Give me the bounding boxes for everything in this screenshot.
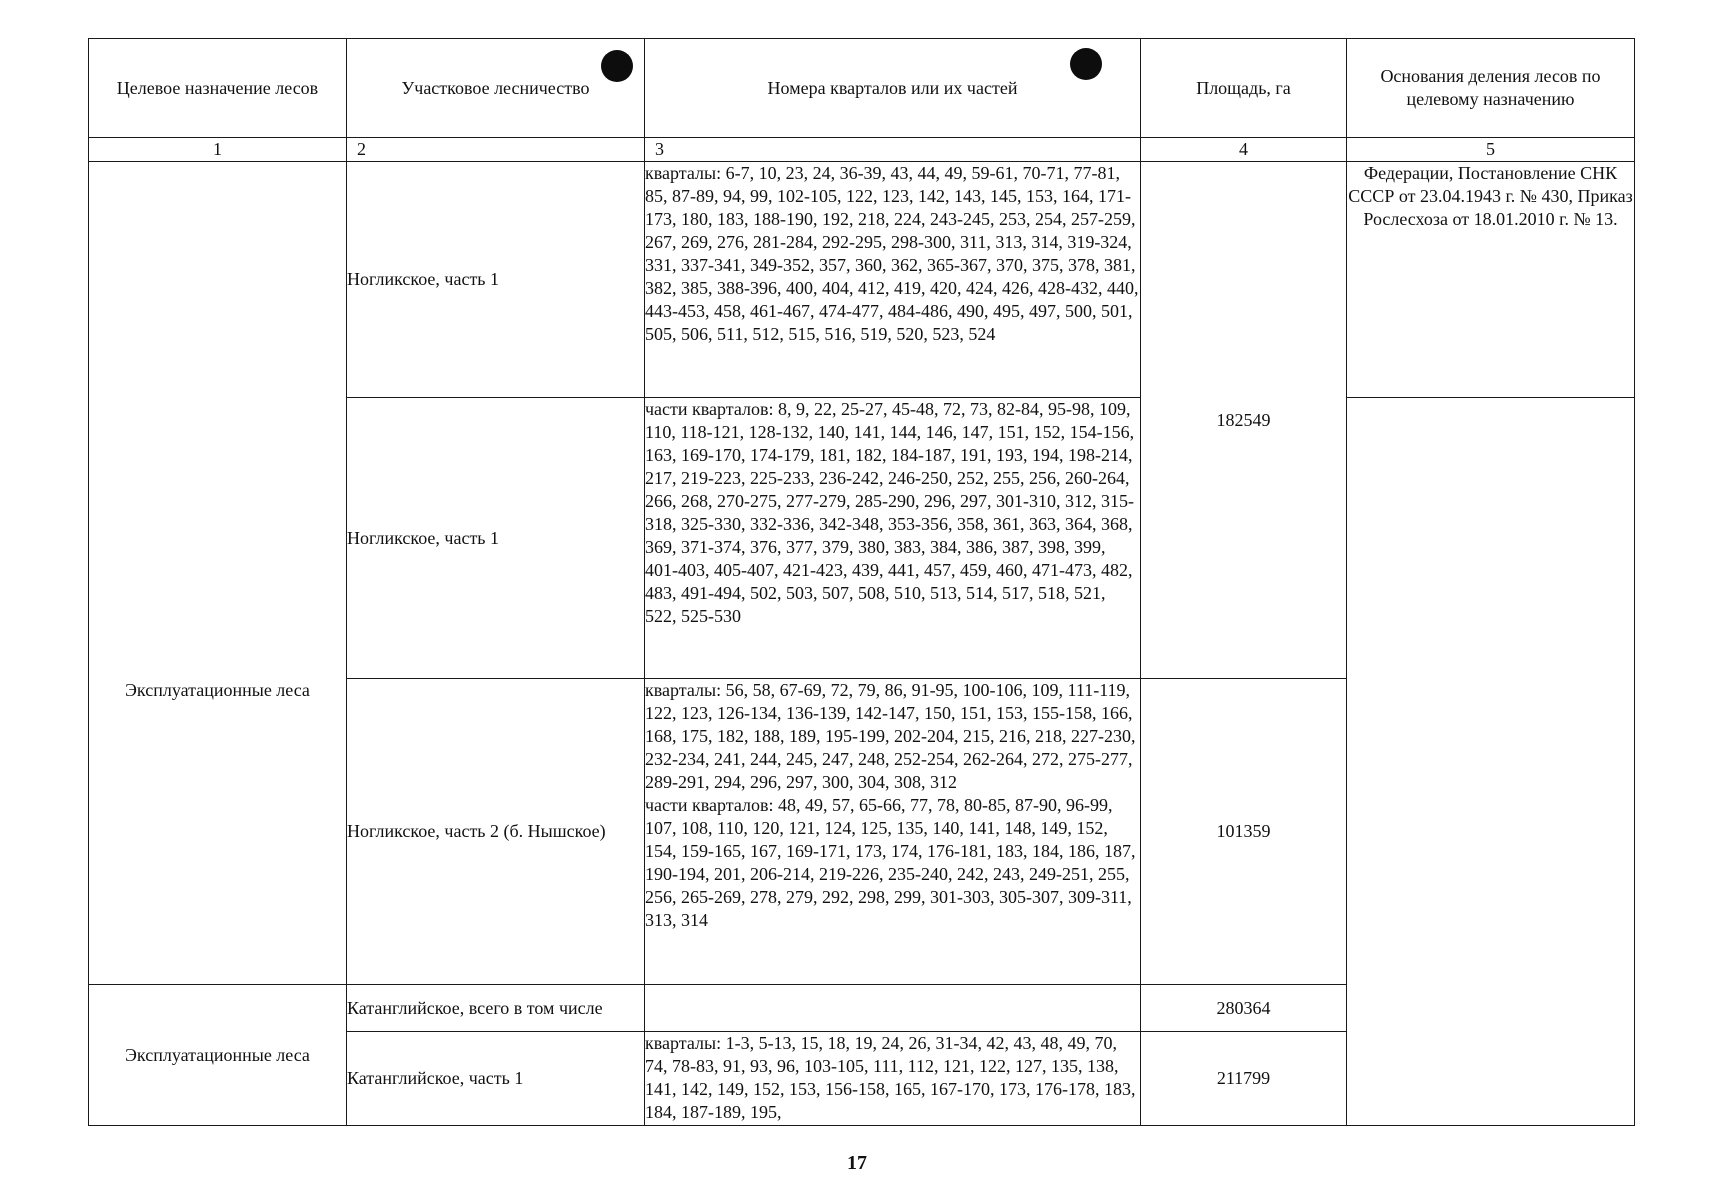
column-number: 2 xyxy=(347,138,645,162)
area-cell: 211799 xyxy=(1141,1032,1347,1126)
forest-purpose-cell: Эксплуатационные леса xyxy=(89,398,347,985)
header-forest-purpose: Целевое назначение лесов xyxy=(89,39,347,138)
district-cell: Ногликское, часть 2 (б. Нышское) xyxy=(347,679,645,985)
page-number: 17 xyxy=(847,1152,867,1174)
quarters-cell: кварталы: 6-7, 10, 23, 24, 36-39, 43, 44, 49, 59-61, 70-71, 77-81, 85, 87-89, 94, 99, 102-105, 122, 123, 142, 143, 145, 153, 164, 171-173, 180, 183, 188-190, 192, 218, 224, 243-245, 253, 254, 257-259, 267, 269, 276, 281-284, 292-295, 298-300, 311, 313, 314, 319-324, 331, 337-341, 349-352, 357, 360, 362, 365-367, 370, 375, 378, 381, 382, 385, 388-396, 400, 404, 412, 419, 420, 424, 426, 428-432, 440, 443-453, 458, 461-467, 474-477, 484-486, 490, 495, 497, 500, 501, 505, 506, 511, 512, 515, 516, 519, 520, 523, 524 xyxy=(645,162,1141,398)
table-row xyxy=(89,398,1635,679)
table-row xyxy=(89,162,1635,398)
header-quarters: Номера кварталов или их частей xyxy=(645,39,1141,138)
area-cell: 182549 xyxy=(1141,162,1347,679)
quarters-full: кварталы: 56, 58, 67-69, 72, 79, 86, 91-95, 100-106, 109, 111-119, 122, 123, 126-134, 136-139, 142-147, 150, 151, 153, 155-158, 166, 168, 175, 182, 188, 189, 195-199, 202-204, 215, 216, 218, 227-230, 232-234, 241, 244, 245, 247, 248, 252-254, 262-264, 272, 275-277, 289-291, 294, 296, 297, 300, 304, 308, 312 xyxy=(645,680,1136,792)
header-row xyxy=(89,39,1635,138)
column-number: 3 xyxy=(645,138,1141,162)
area-cell: 101359 xyxy=(1141,679,1347,985)
district-cell: Ногликское, часть 1 xyxy=(347,398,645,679)
basis-empty-cell xyxy=(1347,398,1635,1126)
column-number: 4 xyxy=(1141,138,1347,162)
quarters-cell: части кварталов: 8, 9, 22, 25-27, 45-48, 72, 73, 82-84, 95-98, 109, 110, 118-121, 128-132, 140, 141, 144, 146, 147, 151, 152, 154-156, 163, 169-170, 174-179, 181, 182, 184-187, 191, 193, 194, 198-214, 217, 219-223, 225-233, 236-242, 246-250, 252, 255, 256, 260-264, 266, 268, 270-275, 277-279, 285-290, 296, 297, 301-310, 312, 315-318, 325-330, 332-336, 342-348, 353-356, 358, 361, 363, 364, 368, 369, 371-374, 376, 377, 379, 380, 383, 384, 386, 387, 398, 399, 401-403, 405-407, 421-423, 439, 441, 457, 459, 460, 471-473, 482, 483, 491-494, 502, 503, 507, 508, 510, 513, 514, 517, 518, 521, 522, 525-530 xyxy=(645,398,1141,679)
quarters-cell xyxy=(645,985,1141,1032)
district-cell: Катанглийское, всего в том числе xyxy=(347,985,645,1032)
district-cell: Катанглийское, часть 1 xyxy=(347,1032,645,1126)
forest-purpose-empty xyxy=(89,162,347,398)
forest-purpose-cell: Эксплуатационные леса xyxy=(89,985,347,1126)
column-number: 5 xyxy=(1347,138,1635,162)
district-cell: Ногликское, часть 1 xyxy=(347,162,645,398)
header-district: Участковое лесничество xyxy=(347,39,645,138)
column-number: 1 xyxy=(89,138,347,162)
quarters-partial: части кварталов: 48, 49, 57, 65-66, 77, 78, 80-85, 87-90, 96-99, 107, 108, 110, 120, 121, 124, 125, 135, 140, 141, 148, 149, 152, 154, 159-165, 167, 169-171, 173, 174, 176-181, 183, 184, 186, 187, 190-194, 201, 206-214, 219-226, 235-240, 242, 243, 249-251, 255, 256, 265-269, 278, 279, 292, 298, 299, 301-303, 305-307, 309-311, 313, 314 xyxy=(645,795,1136,930)
area-cell: 280364 xyxy=(1141,985,1347,1032)
header-basis: Основания деления лесов по целевому назначению xyxy=(1347,39,1635,138)
column-number-row xyxy=(89,138,1635,162)
forest-division-table xyxy=(88,38,1635,1126)
quarters-cell: кварталы: 1-3, 5-13, 15, 18, 19, 24, 26, 31-34, 42, 43, 48, 49, 70, 74, 78-83, 91, 93, 96, 103-105, 111, 112, 121, 122, 127, 135, 138, 141, 142, 149, 152, 153, 156-158, 165, 167-170, 173, 176-178, 183, 184, 187-189, 195, xyxy=(645,1032,1141,1126)
header-area: Площадь, га xyxy=(1141,39,1347,138)
basis-cell: Федерации, Постановление СНК СССР от 23.04.1943 г. № 430, Приказ Рослесхоза от 18.01.2010 г. № 13. xyxy=(1347,162,1635,398)
quarters-cell xyxy=(645,679,1141,985)
